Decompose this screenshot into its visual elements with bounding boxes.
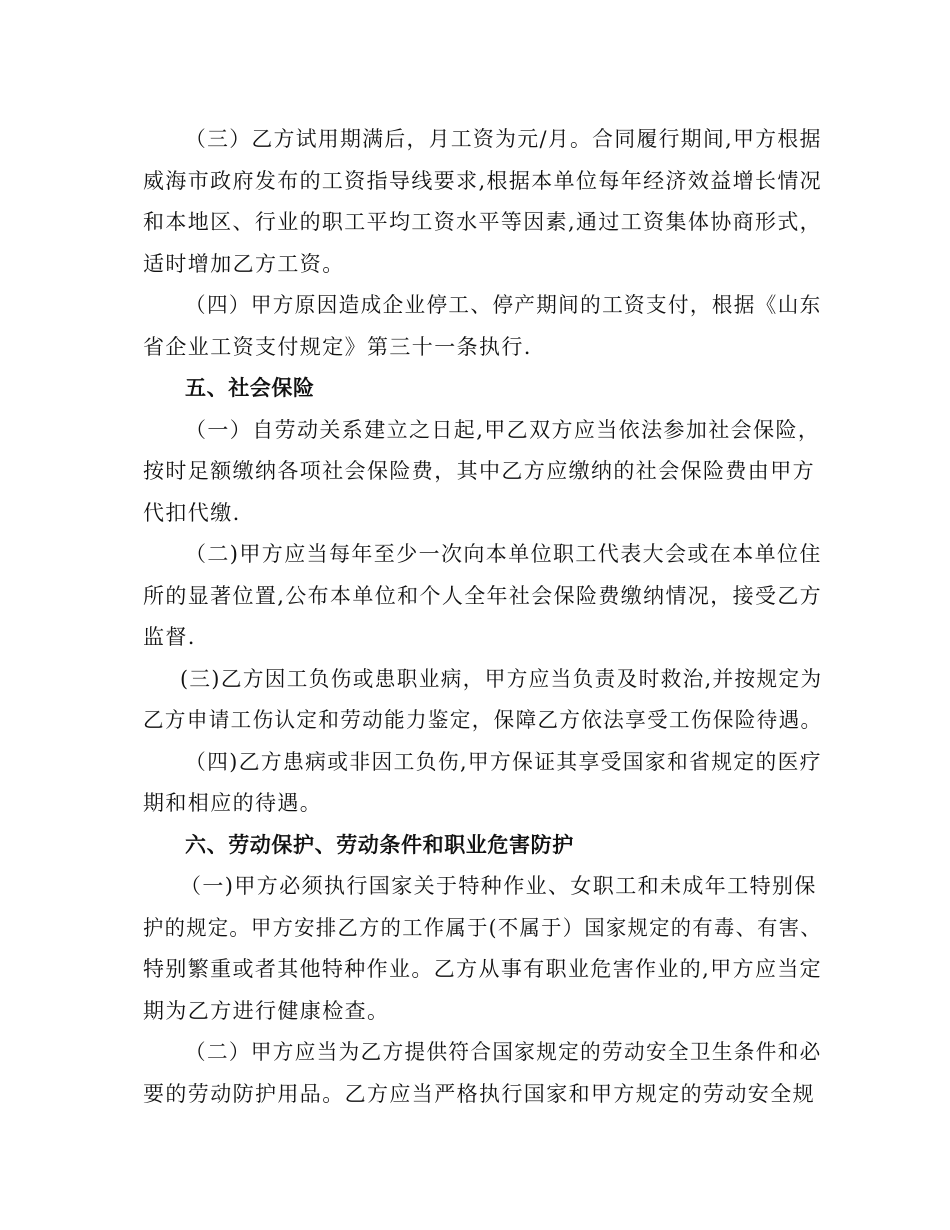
insurance-clause-1-line-2: 按时足额缴纳各项社会保险费，其中乙方应缴纳的社会保险费由甲方 [143, 459, 815, 483]
protection-clause-2-line-1: （二）甲方应当为乙方提供符合国家规定的劳动安全卫生条件和必 [185, 1040, 822, 1064]
protection-clause-1-line-2: 护的规定。甲方安排乙方的工作属于(不属于）国家规定的有毒、有害、 [143, 916, 823, 940]
insurance-clause-3-line-2: 乙方申请工伤认定和劳动能力鉴定，保障乙方依法享受工伤保险待遇。 [143, 708, 823, 732]
protection-clause-1-line-4: 期为乙方进行健康检查。 [143, 999, 390, 1023]
wage-clause-3-line-1: （三）乙方试用期满后，月工资为元/月。合同履行期间,甲方根据 [185, 127, 822, 151]
wage-clause-4-line-2: 省企业工资支付规定》第三十一条执行. [143, 335, 532, 359]
insurance-clause-2-line-1: （二)甲方应当每年至少一次向本单位职工代表大会或在本单位住 [185, 542, 822, 566]
section-heading-labor-protection: 六、劳动保护、劳动条件和职业危害防护 [185, 833, 574, 857]
section-heading-social-insurance: 五、社会保险 [185, 376, 315, 400]
insurance-clause-1-line-1: （一）自劳动关系建立之日起,甲乙双方应当依法参加社会保险， [185, 418, 821, 442]
protection-clause-1-line-1: （一)甲方必须执行国家关于特种作业、女职工和未成年工特别保 [180, 874, 817, 898]
insurance-clause-2-line-2: 所的显著位置,公布本单位和个人全年社会保险费缴纳情况，接受乙方 [143, 584, 823, 608]
insurance-clause-4-line-2: 期和相应的待遇。 [143, 791, 323, 815]
wage-clause-3-line-3: 和本地区、行业的职工平均工资水平等因素,通过工资集体协商形式， [143, 210, 823, 234]
protection-clause-1-line-3: 特别繁重或者其他特种作业。乙方从事有职业危害作业的,甲方应当定 [143, 957, 823, 981]
protection-clause-2-line-2: 要的劳动防护用品。乙方应当严格执行国家和甲方规定的劳动安全规 [143, 1082, 815, 1106]
insurance-clause-2-line-3: 监督. [143, 625, 196, 649]
insurance-clause-3-line-1: (三)乙方因工负伤或患职业病，甲方应当负责及时救治,并按规定为 [180, 667, 823, 691]
insurance-clause-4-line-1: （四)乙方患病或非因工负伤,甲方保证其享受国家和省规定的医疗 [185, 750, 822, 774]
wage-clause-4-line-1: （四）甲方原因造成企业停工、停产期间的工资支付，根据《山东 [185, 293, 822, 317]
insurance-clause-1-line-3: 代扣代缴. [143, 501, 241, 525]
wage-clause-3-line-2: 威海市政府发布的工资指导线要求,根据本单位每年经济效益增长情况 [143, 169, 823, 193]
wage-clause-3-line-4: 适时增加乙方工资。 [143, 252, 345, 276]
